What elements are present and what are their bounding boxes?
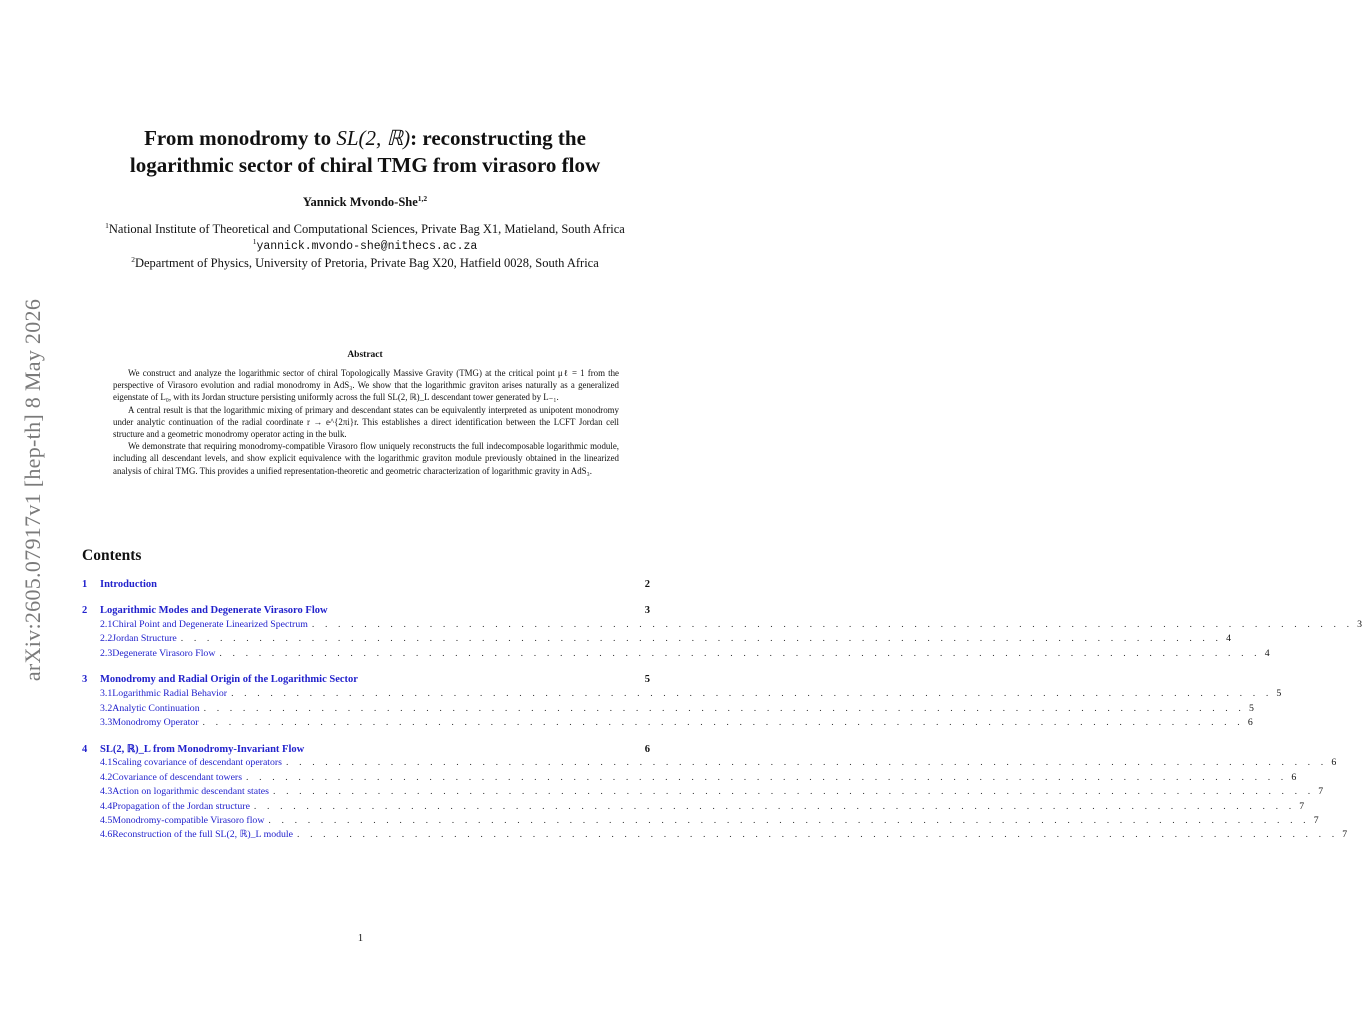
toc-subsection-title[interactable]: Monodromy-compatible Virasoro flow: [112, 814, 265, 826]
toc-subsection-number: 2.1: [100, 619, 113, 630]
toc-subsection-4.5[interactable]: [82, 814, 1319, 829]
toc-section-page[interactable]: 2: [644, 579, 650, 590]
toc-subsection-4.4[interactable]: [82, 800, 1305, 815]
email-sup: 1: [252, 237, 257, 247]
toc-section-page[interactable]: 3: [644, 605, 650, 616]
toc-subsection-4.2[interactable]: [82, 771, 1297, 786]
toc-subsection-page[interactable]: 4: [1264, 647, 1270, 659]
toc-section-number: 4: [82, 744, 88, 756]
title-math: SL(2, ℝ): [336, 126, 411, 150]
toc-leader-dots: . . . . . . . . . . . . . . . . . . . . . . . . . . . . . . . . . . . . . . . . . . . . . . . . . . . . . . . . . . . . . . . . . . . . . . . . . . . . . . . .: [203, 702, 1245, 714]
table-of-contents: [82, 579, 1362, 844]
affiliation-2: [80, 255, 650, 271]
toc-subsection-page[interactable]: 5: [1248, 702, 1254, 714]
toc-section-title[interactable]: Monodromy and Radial Origin of the Logarithmic Sector: [100, 674, 358, 686]
toc-subsection-page[interactable]: 6: [1331, 757, 1337, 769]
author-name: Yannick Mvondo-She: [302, 195, 418, 209]
toc-leader-dots: . . . . . . . . . . . . . . . . . . . . . . . . . . . . . . . . . . . . . . . . . . . . . . . . . . . . . . . . . . . . . . . . . . . . . . . . . . . . . . . .: [231, 688, 1273, 700]
toc-subsection-title[interactable]: Jordan Structure: [112, 633, 177, 645]
abstract-paragraph: We demonstrate that requiring monodromy-compatible Virasoro flow uniquely reconstructs the full indecomposable logarithmic module, including all descendant levels, and show explicit equivalence with the logarithmic graviton module previously obtained in the linearized analysis of chiral TMG. This provides a unified representation-theoretic and geometric characterization of logarithmic gravity in AdS₃.: [113, 441, 619, 476]
affil-sup: 1: [105, 220, 109, 230]
toc-section-number: 3: [82, 674, 88, 686]
toc-section-4[interactable]: [82, 743, 650, 757]
toc-subsection-number: 4.3: [100, 786, 113, 798]
title-part: From monodromy to: [144, 126, 337, 150]
toc-subsection-number: 4.1: [100, 757, 113, 769]
toc-section-3[interactable]: [82, 674, 650, 688]
toc-subsection-3.2[interactable]: [82, 702, 1254, 717]
toc-subsection-number: 4.5: [100, 814, 113, 826]
toc-subsection-number: 4.6: [100, 829, 113, 841]
toc-leader-dots: . . . . . . . . . . . . . . . . . . . . . . . . . . . . . . . . . . . . . . . . . . . . . . . . . . . . . . . . . . . . . . . . . . . . . . . . . . . . . . . .: [202, 716, 1244, 728]
title-line2: logarithmic sector of chiral TMG from virasoro flow: [129, 153, 601, 177]
toc-subsection-number: 2.3: [100, 647, 113, 659]
toc-subsection-title[interactable]: Action on logarithmic descendant states: [112, 786, 269, 798]
toc-subsection-number: 3.1: [100, 688, 113, 700]
toc-subsection-page[interactable]: 6: [1291, 771, 1297, 783]
affiliation-1: [80, 221, 650, 237]
toc-subsection-page[interactable]: 3: [1357, 619, 1362, 630]
toc-leader-dots: . . . . . . . . . . . . . . . . . . . . . . . . . . . . . . . . . . . . . . . . . . . . . . . . . . . . . . . . . . . . . . . . . . . . . . . . . . . . . . . .: [219, 647, 1261, 659]
affil-text: National Institute of Theoretical and Computational Sciences, Private Bag X1, Matieland, South Africa: [108, 222, 625, 236]
toc-subsection-3.1[interactable]: [82, 688, 1282, 702]
toc-subsection-page[interactable]: 6: [1247, 716, 1253, 728]
toc-subsection-4.1[interactable]: [82, 757, 1337, 771]
toc-subsection-number: 4.2: [100, 771, 113, 783]
arxiv-id: arXiv:2605.07917v1 [hep-th] 8 May 2026: [20, 298, 45, 682]
abstract-paragraph: We construct and analyze the logarithmic sector of chiral Topologically Massive Gravity (TMG) at the critical point μℓ = 1 from the perspective of Virasoro evolution and radial monodromy in AdS₃. We show that the logarithmic graviton arises naturally as a generalized eigenstate of L₀, with its Jordan structure persisting uniformly across the full SL(2, ℝ)_L descendant tower generated by L₋₁.: [113, 368, 619, 403]
toc-subsection-title[interactable]: Analytic Continuation: [112, 702, 200, 714]
toc-section-page[interactable]: 5: [644, 674, 650, 686]
affil-sup: 2: [131, 255, 135, 265]
toc-subsection-2.3[interactable]: [82, 647, 1270, 662]
toc-subsection-number: 3.3: [100, 716, 113, 728]
title-part: : reconstructing the: [410, 126, 586, 150]
affil-text: Department of Physics, University of Pretoria, Private Bag X20, Hatfield 0028, South Africa: [134, 256, 599, 271]
toc-subsection-2.2[interactable]: [82, 633, 1231, 647]
toc-subsection-number: 4.4: [100, 800, 113, 812]
toc-subsection-title[interactable]: Propagation of the Jordan structure: [112, 800, 250, 812]
toc-section-title[interactable]: Logarithmic Modes and Degenerate Virasoro Flow: [100, 605, 328, 616]
toc-section-number: 1: [82, 579, 88, 590]
toc-subsection-title[interactable]: Logarithmic Radial Behavior: [112, 688, 228, 700]
abstract-heading: Abstract: [347, 350, 383, 360]
abstract: [113, 367, 619, 477]
toc-leader-dots: . . . . . . . . . . . . . . . . . . . . . . . . . . . . . . . . . . . . . . . . . . . . . . . . . . . . . . . . . . . . . . . . . . . . . . . . . . . . . . . .: [268, 814, 1310, 826]
toc-subsection-title[interactable]: Degenerate Virasoro Flow: [112, 647, 216, 659]
toc-subsection-page[interactable]: 5: [1276, 688, 1282, 700]
page-number: 1: [357, 933, 364, 944]
toc-subsection-title[interactable]: Chiral Point and Degenerate Linearized Spectrum: [112, 619, 308, 630]
author: [80, 195, 650, 210]
toc-section-2[interactable]: [82, 605, 650, 619]
paper-title: [80, 125, 650, 179]
toc-leader-dots: . . . . . . . . . . . . . . . . . . . . . . . . . . . . . . . . . . . . . . . . . . . . . . . . . . . . . . . . . . . . . . . . . . . . . . . . . . . . . . . .: [246, 771, 1288, 783]
toc-section-title[interactable]: SL(2, ℝ)_L from Monodromy-Invariant Flow: [100, 744, 305, 756]
toc-subsection-page[interactable]: 4: [1226, 633, 1231, 645]
email[interactable]: [80, 237, 650, 255]
toc-subsection-4.3[interactable]: [82, 786, 1324, 800]
toc-subsection-title[interactable]: Scaling covariance of descendant operators: [112, 757, 282, 769]
toc-leader-dots: . . . . . . . . . . . . . . . . . . . . . . . . . . . . . . . . . . . . . . . . . . . . . . . . . . . . . . . . . . . . . . . . . . . . . . . . . . . . . . . .: [253, 800, 1296, 812]
toc-subsection-4.6[interactable]: [82, 829, 1348, 843]
toc-section-number: 2: [82, 605, 88, 616]
email-link[interactable]: yannick.mvondo-she@nithecs.ac.za: [256, 240, 478, 254]
toc-subsection-number: 3.2: [100, 702, 113, 714]
toc-leader-dots: . . . . . . . . . . . . . . . . . . . . . . . . . . . . . . . . . . . . . . . . . . . . . . . . . . . . . . . . . . . . . . . . . . . . . . . . . . . . . . . .: [272, 786, 1315, 798]
toc-subsection-page[interactable]: 7: [1299, 800, 1305, 812]
toc-leader-dots: . . . . . . . . . . . . . . . . . . . . . . . . . . . . . . . . . . . . . . . . . . . . . . . . . . . . . . . . . . . . . . . . . . . . . . . . . . . . . . . .: [296, 829, 1339, 841]
affiliations: [80, 221, 650, 272]
toc-leader-dots: . . . . . . . . . . . . . . . . . . . . . . . . . . . . . . . . . . . . . . . . . . . . . . . . . . . . . . . . . . . . . . . . . . . . . . . . . . . . . . . .: [311, 619, 1354, 630]
toc-section-page[interactable]: 6: [644, 744, 650, 756]
toc-subsection-page[interactable]: 7: [1318, 786, 1324, 798]
arxiv-sidebar-stamp: [3, 280, 63, 700]
toc-subsection-title[interactable]: Monodromy Operator: [112, 716, 199, 728]
toc-subsection-2.1[interactable]: [82, 619, 1362, 633]
toc-section-title[interactable]: Introduction: [100, 579, 157, 590]
toc-subsection-title[interactable]: Reconstruction of the full SL(2, ℝ)_L module: [112, 829, 293, 841]
abstract-paragraph: A central result is that the logarithmic mixing of primary and descendant states can be equivalently interpreted as unipotent monodromy under analytic continuation of the radial coordinate r → e^{2πi}r. This establishes a direct identification between the LCFT Jordan cell structure and a geometric monodromy operator acting in the bulk.: [113, 404, 619, 440]
author-sup: 1,2: [417, 193, 428, 203]
toc-section-1[interactable]: [82, 579, 650, 593]
toc-leader-dots: . . . . . . . . . . . . . . . . . . . . . . . . . . . . . . . . . . . . . . . . . . . . . . . . . . . . . . . . . . . . . . . . . . . . . . . . . . . . . . . .: [180, 633, 1223, 645]
toc-subsection-page[interactable]: 7: [1342, 829, 1348, 841]
toc-subsection-3.3[interactable]: [82, 716, 1253, 731]
toc-leader-dots: . . . . . . . . . . . . . . . . . . . . . . . . . . . . . . . . . . . . . . . . . . . . . . . . . . . . . . . . . . . . . . . . . . . . . . . . . . . . . . . .: [286, 757, 1328, 769]
toc-subsection-number: 2.2: [100, 633, 113, 645]
contents-heading: Contents: [82, 547, 142, 564]
toc-subsection-page[interactable]: 7: [1313, 814, 1319, 826]
toc-subsection-title[interactable]: Covariance of descendant towers: [112, 771, 243, 783]
